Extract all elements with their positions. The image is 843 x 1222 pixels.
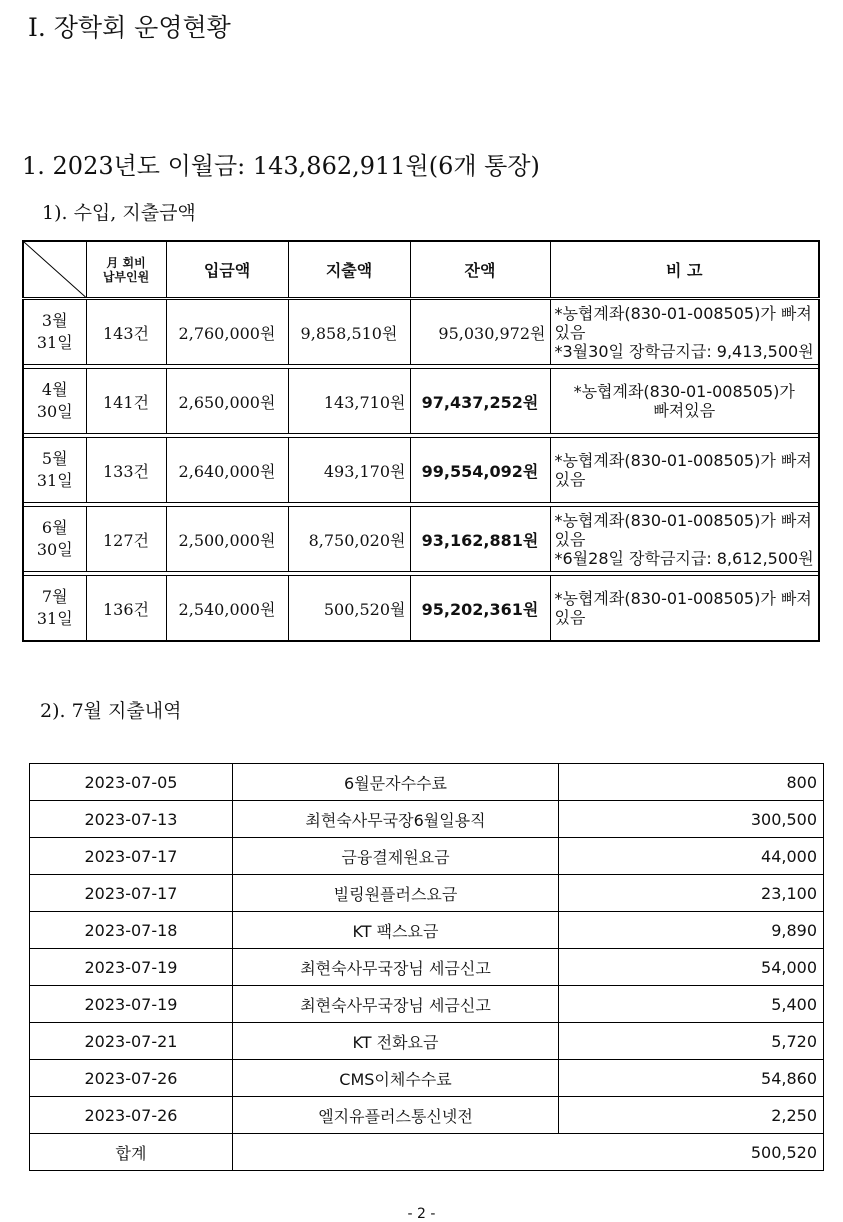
expense-date: 2023-07-05: [30, 764, 233, 801]
income-cell: 2,760,000원: [166, 299, 288, 365]
expense-desc: 최현숙사무국장님 세금신고: [233, 986, 559, 1023]
expense-date: 2023-07-18: [30, 912, 233, 949]
expense-amount: 54,000: [559, 949, 824, 986]
expense-desc: 빌링원플러스요금: [233, 875, 559, 912]
expense-date: 2023-07-19: [30, 986, 233, 1023]
table-row: [23, 299, 819, 365]
remark-cell: [550, 576, 819, 642]
expense-desc: KT 전화요금: [233, 1023, 559, 1060]
day-label: 30일: [36, 540, 73, 559]
document-title: Ⅰ. 장학회 운영현황: [28, 13, 231, 42]
balance-cell: 95,030,972원: [410, 299, 550, 365]
income-cell: 2,540,000원: [166, 576, 288, 642]
expense-cell: 500,520월: [288, 576, 410, 642]
carryover-heading: 1. 2023년도 이월금: 143,862,911원(6개 통장): [22, 152, 540, 180]
remark-line2: *3월30일 장학금지급: 9,413,500원: [554, 341, 814, 361]
expense-amount: 2,250: [559, 1097, 824, 1134]
day-label: 31일: [36, 609, 73, 628]
expense-desc: KT 팩스요금: [233, 912, 559, 949]
income-cell: 2,650,000원: [166, 369, 288, 434]
expense-desc: 금융결제원요금: [233, 838, 559, 875]
expense-cell: 143,710원: [288, 369, 410, 434]
day-label: 30일: [36, 402, 73, 421]
month-cell: [23, 369, 86, 434]
remark-line2: 빠져있음: [653, 401, 716, 420]
table-row: [30, 949, 824, 986]
expense-amount: 5,720: [559, 1023, 824, 1060]
month-label: 5월: [41, 449, 68, 468]
remark-line1: *농협계좌(830-01-008505)가: [573, 382, 795, 401]
expense-amount: 54,860: [559, 1060, 824, 1097]
table-row: [30, 764, 824, 801]
expense-amount: 23,100: [559, 875, 824, 912]
expense-desc: CMS이체수수료: [233, 1060, 559, 1097]
remark-cell: [550, 438, 819, 503]
expense-amount: 5,400: [559, 986, 824, 1023]
remark-line1: *농협계좌(830-01-008505)가 빠져있음: [554, 303, 812, 342]
balance-cell: 99,554,092원: [410, 438, 550, 503]
income-expense-table: [22, 240, 820, 642]
expense-date: 2023-07-26: [30, 1060, 233, 1097]
expense-date: 2023-07-21: [30, 1023, 233, 1060]
count-cell: 141건: [86, 369, 166, 434]
july-expense-heading: 2). 7월 지출내역: [40, 700, 182, 722]
table-row: [30, 1097, 824, 1134]
remark-cell: [550, 299, 819, 365]
remark-line1: *농협계좌(830-01-008505)가 빠져있음: [554, 589, 812, 627]
balance-header: 잔액: [410, 241, 550, 299]
table-row: [30, 986, 824, 1023]
month-label: 4월: [41, 380, 68, 399]
month-label: 7월: [41, 587, 68, 606]
expense-desc: 엘지유플러스통신넷전: [233, 1097, 559, 1134]
remark-cell: [550, 507, 819, 572]
expense-amount: 9,890: [559, 912, 824, 949]
balance-cell: 97,437,252원: [410, 369, 550, 434]
income-cell: 2,640,000원: [166, 438, 288, 503]
month-label: 3월: [41, 311, 68, 330]
expense-cell: 9,858,510원: [288, 299, 410, 365]
balance-cell: 95,202,361원: [410, 576, 550, 642]
members-header: [86, 241, 166, 299]
expense-desc: 최현숙사무국장님 세금신고: [233, 949, 559, 986]
table-row: [30, 838, 824, 875]
expense-amount: 800: [559, 764, 824, 801]
count-cell: 136건: [86, 576, 166, 642]
expense-date: 2023-07-19: [30, 949, 233, 986]
total-label: 합계: [30, 1134, 233, 1171]
table-row: [23, 369, 819, 434]
members-header-line1: 月 회비: [106, 255, 146, 270]
count-cell: 143건: [86, 299, 166, 365]
balance-cell: 93,162,881원: [410, 507, 550, 572]
table-row: [30, 1023, 824, 1060]
table-row: [23, 507, 819, 572]
total-amount: 500,520: [233, 1134, 824, 1171]
expense-date: 2023-07-17: [30, 838, 233, 875]
month-cell: [23, 507, 86, 572]
remark-line1: *농협계좌(830-01-008505)가 빠져있음: [554, 510, 812, 549]
month-cell: [23, 438, 86, 503]
expense-amount: 44,000: [559, 838, 824, 875]
july-expense-table: [29, 763, 824, 1171]
expense-date: 2023-07-13: [30, 801, 233, 838]
table-row: [30, 1060, 824, 1097]
expense-cell: 8,750,020원: [288, 507, 410, 572]
expense-desc: 최현숙사무국장6월일용직: [233, 801, 559, 838]
expense-date: 2023-07-17: [30, 875, 233, 912]
day-label: 31일: [36, 471, 73, 490]
table-row: [30, 912, 824, 949]
month-label: 6월: [41, 518, 68, 537]
month-cell: [23, 576, 86, 642]
income-cell: 2,500,000원: [166, 507, 288, 572]
count-cell: 133건: [86, 438, 166, 503]
expense-cell: 493,170원: [288, 438, 410, 503]
expense-amount: 300,500: [559, 801, 824, 838]
count-cell: 127건: [86, 507, 166, 572]
income-expense-heading: 1). 수입, 지출금액: [42, 202, 196, 224]
members-header-line2: 납부인원: [102, 269, 150, 284]
page-number: - 2 -: [407, 1206, 436, 1222]
expense-header: 지출액: [288, 241, 410, 299]
table-row: [30, 875, 824, 912]
remark-line2: *6월28일 장학금지급: 8,612,500원: [554, 548, 814, 568]
diagonal-header-cell: [23, 241, 86, 299]
month-cell: [23, 299, 86, 365]
table-row: [30, 801, 824, 838]
remark-header: 비 고: [550, 241, 819, 299]
income-header: 입금액: [166, 241, 288, 299]
day-label: 31일: [36, 333, 73, 352]
expense-date: 2023-07-26: [30, 1097, 233, 1134]
total-row: [30, 1134, 824, 1171]
remark-cell: [550, 369, 819, 434]
table-row: [23, 438, 819, 503]
table-header-row: [23, 241, 819, 299]
expense-desc: 6월문자수수료: [233, 764, 559, 801]
remark-line1: *농협계좌(830-01-008505)가 빠져있음: [554, 451, 812, 489]
table-row: [23, 576, 819, 642]
